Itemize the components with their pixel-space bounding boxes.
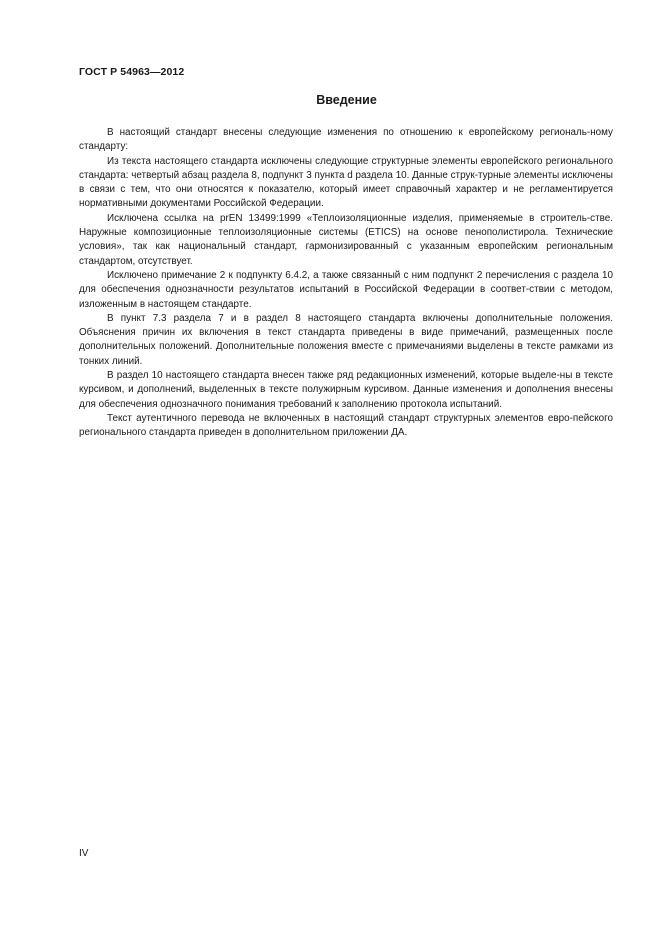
document-code: ГОСТ Р 54963—2012 <box>79 66 185 78</box>
body-text <box>79 126 613 441</box>
page-number: IV <box>79 848 89 859</box>
paragraph: В пункт 7.3 раздела 7 и в раздел 8 настоящего стандарта включены дополнительные положения. Объяснения причин их включения в текст стандарта приведены в виде примечаний, размещенных после дополнительных положений. Дополнительные положения вместе с примечаниями выделены в тексте рамками из тонких линий. <box>79 312 613 367</box>
paragraph: Исключено примечание 2 к подпункту 6.4.2, а также связанный с ним подпункт 2 перечисления с раздела 10 для обеспечения однозначности результатов испытаний в Российской Федерации в соответ-ствии с методом, изложенным в настоящем стандарте. <box>79 269 613 310</box>
paragraph: В раздел 10 настоящего стандарта внесен также ряд редакционных изменений, которые выделе-ны в тексте курсивом, и дополнений, выделенных в тексте полужирным курсивом. Данные изменения и дополнения внесены для обеспечения однозначного понимания требований к заполнению протокола испытаний. <box>79 370 613 410</box>
page-title: Введение <box>316 93 377 107</box>
paragraph: Из текста настоящего стандарта исключены следующие структурные элементы европейского регионального стандарта: четвертый абзац раздела 8, подпункт 3 пункта d раздела 10. Данные струк-турные элементы исключены в связи с тем, что они относятся к показателю, который имеет справочный характер и не регламентируется нормативными документами Российской Федерации. <box>79 155 613 210</box>
paragraph: Исключена ссылка на prEN 13499:1999 «Теплоизоляционные изделия, применяемые в строитель-стве. Наружные композиционные теплоизоляционные системы (ETICS) на основе пенополистирола. Технические условия», так как национальный стандарт, гармонизированный с указанным европейским региональным стандартом, отсутствует. <box>79 212 613 267</box>
paragraph: В настоящий стандарт внесены следующие изменения по отношению к европейскому региональ-ному стандарту: <box>79 127 613 153</box>
paragraph: Текст аутентичного перевода не включенных в настоящий стандарт структурных элементов евро-пейского регионального стандарта приведен в дополнительном приложении ДА. <box>79 412 613 439</box>
